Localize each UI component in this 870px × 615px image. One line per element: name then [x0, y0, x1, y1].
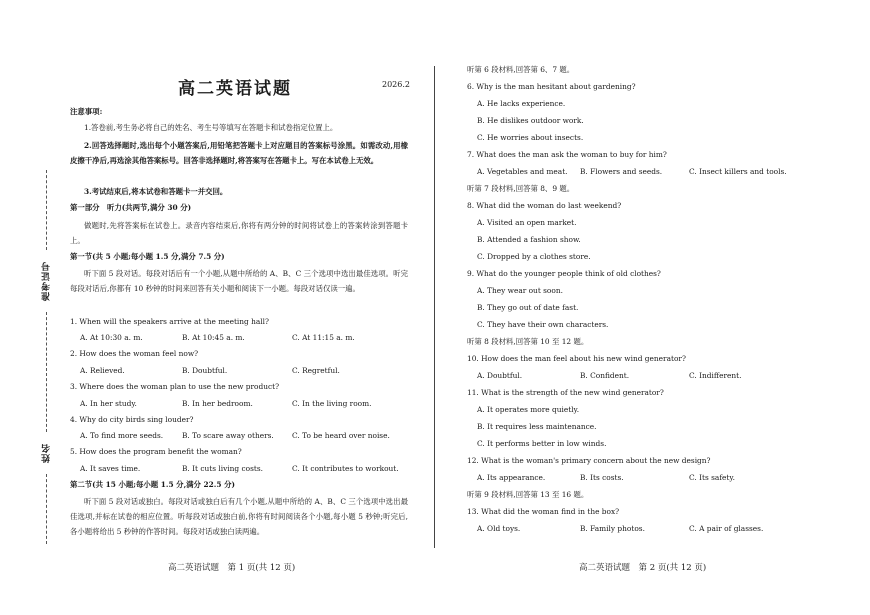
note-item: 1.答卷前,考生务必将自己的姓名、考生号等填写在答题卡和试卷指定位置上。 [84, 123, 338, 132]
option-b[interactable]: B. At 10:45 a. m. [182, 333, 245, 342]
sec1-intro: 听下面 5 段对话。每段对话后有一个小题,从题中所给的 A、B、C 三个选项中选出最佳选项。听完每段对话后,你都有 10 秒钟的时间来回答有关小题和阅读下一小题。每段对话仅读一遍。 [70, 269, 408, 293]
page-footer-left: 高二英语试题 第 1 页(共 12 页) [168, 563, 296, 573]
material-6: 听第 6 段材料,回答第 6、7 题。 [467, 65, 575, 74]
question-13: 13. What did the woman find in the box? [467, 507, 620, 516]
option-a[interactable]: A. They wear out soon. [477, 286, 563, 295]
question-3: 3. Where does the woman plan to use the new product? [70, 382, 280, 391]
question-7: 7. What does the man ask the woman to buy for him? [467, 150, 667, 159]
option-a[interactable]: A. To find more seeds. [80, 431, 164, 440]
question-1: 1. When will the speakers arrive at the meeting hall? [70, 317, 269, 326]
question-6: 6. Why is the man hesitant about gardening? [467, 82, 636, 91]
option-c[interactable]: C. He worries about insects. [477, 133, 584, 142]
binding-line [46, 312, 47, 432]
part1-heading: 第一部分 听力(共两节,满分 30 分) [70, 203, 192, 212]
option-b[interactable]: B. In her bedroom. [182, 399, 253, 408]
option-a[interactable]: A. Relieved. [80, 366, 125, 375]
notes-heading: 注意事项: [70, 107, 103, 116]
name-label: 姓名 [42, 443, 52, 463]
option-b[interactable]: B. It requires less maintenance. [477, 422, 597, 431]
page-title: 高二英语试题 [178, 79, 292, 99]
material-8: 听第 8 段材料,回答第 10 至 12 题。 [467, 337, 589, 346]
option-b[interactable]: B. He dislikes outdoor work. [477, 116, 584, 125]
question-12: 12. What is the woman's primary concern about the new design? [467, 456, 711, 465]
option-c[interactable]: C. At 11:15 a. m. [292, 333, 355, 342]
option-b[interactable]: B. Attended a fashion show. [477, 235, 581, 244]
question-5: 5. How does the program benefit the woman? [70, 447, 242, 456]
material-9: 听第 9 段材料,回答第 13 至 16 题。 [467, 490, 589, 499]
option-c[interactable]: C. It performs better in low winds. [477, 439, 607, 448]
option-a[interactable]: A. It saves time. [80, 464, 141, 473]
option-b[interactable]: B. Confident. [580, 371, 630, 380]
part1-intro: 做题时,先将答案标在试卷上。录音内容结束后,你将有两分钟的时间将试卷上的答案转涂到答题卡上。 [70, 221, 408, 245]
sec2-heading: 第二节(共 15 小题;每小题 1.5 分,满分 22.5 分) [70, 480, 235, 489]
page-footer-right: 高二英语试题 第 2 页(共 12 页) [579, 563, 707, 573]
note-item: 2.回答选择题时,选出每个小题答案后,用铅笔把答题卡上对应题目的答案标号涂黑。如需改动,用橡皮擦干净后,再选涂其他答案标号。回答非选择题时,将答案写在答题卡上。写在本试卷上无效。 [70, 141, 408, 165]
question-2: 2. How does the woman feel now? [70, 349, 199, 358]
exam-date: 2026.2 [382, 80, 410, 89]
option-b[interactable]: B. Doubtful. [182, 366, 228, 375]
option-a[interactable]: A. Doubtful. [477, 371, 523, 380]
option-a[interactable]: A. It operates more quietly. [477, 405, 580, 414]
option-a[interactable]: A. At 10:30 a. m. [80, 333, 143, 342]
option-a[interactable]: A. Visited an open market. [477, 218, 577, 227]
option-b[interactable]: B. It cuts living costs. [182, 464, 263, 473]
material-7: 听第 7 段材料,回答第 8、9 题。 [467, 184, 575, 193]
exam-number-label: 准考证号 [42, 261, 52, 301]
column-divider [434, 66, 435, 548]
sec1-heading: 第一节(共 5 小题;每小题 1.5 分,满分 7.5 分) [70, 252, 225, 261]
question-11: 11. What is the strength of the new wind generator? [467, 388, 664, 397]
option-a[interactable]: A. In her study. [80, 399, 137, 408]
option-c[interactable]: C. It contributes to workout. [292, 464, 399, 473]
option-c[interactable]: C. Its safety. [689, 473, 735, 482]
question-8: 8. What did the woman do last weekend? [467, 201, 622, 210]
option-a[interactable]: A. Old toys. [477, 524, 521, 533]
option-c[interactable]: C. In the living room. [292, 399, 372, 408]
binding-line [46, 474, 47, 544]
sec2-intro: 听下面 5 段对话或独白。每段对话或独白后有几个小题,从题中所给的 A、B、C 三个选项中选出最佳选项,并标在试卷的相应位置。听每段对话或独白前,你将有时间阅读各个小题,每小题 5 秒钟;听完后,各小题将给出 5 秒钟的作答时间。每段对话或独白读两遍。 [70, 497, 408, 536]
option-c[interactable]: C. Dropped by a clothes store. [477, 252, 591, 261]
binding-line [46, 170, 47, 250]
question-4: 4. Why do city birds sing louder? [70, 415, 194, 424]
option-b[interactable]: B. They go out of date fast. [477, 303, 579, 312]
option-c[interactable]: C. A pair of glasses. [689, 524, 764, 533]
option-c[interactable]: C. Insect killers and tools. [689, 167, 787, 176]
option-c[interactable]: C. Regretful. [292, 366, 340, 375]
option-b[interactable]: B. Its costs. [580, 473, 624, 482]
option-a[interactable]: A. Vegetables and meat. [477, 167, 568, 176]
question-9: 9. What do the younger people think of old clothes? [467, 269, 661, 278]
question-10: 10. How does the man feel about his new wind generator? [467, 354, 686, 363]
option-c[interactable]: C. They have their own characters. [477, 320, 609, 329]
option-b[interactable]: B. Family photos. [580, 524, 645, 533]
option-c[interactable]: C. To be heard over noise. [292, 431, 390, 440]
option-a[interactable]: A. He lacks experience. [477, 99, 566, 108]
option-b[interactable]: B. Flowers and seeds. [580, 167, 663, 176]
note-item: 3.考试结束后,将本试卷和答题卡一并交回。 [84, 187, 228, 196]
option-a[interactable]: A. Its appearance. [477, 473, 546, 482]
option-b[interactable]: B. To scare away others. [182, 431, 274, 440]
option-c[interactable]: C. Indifferent. [689, 371, 742, 380]
